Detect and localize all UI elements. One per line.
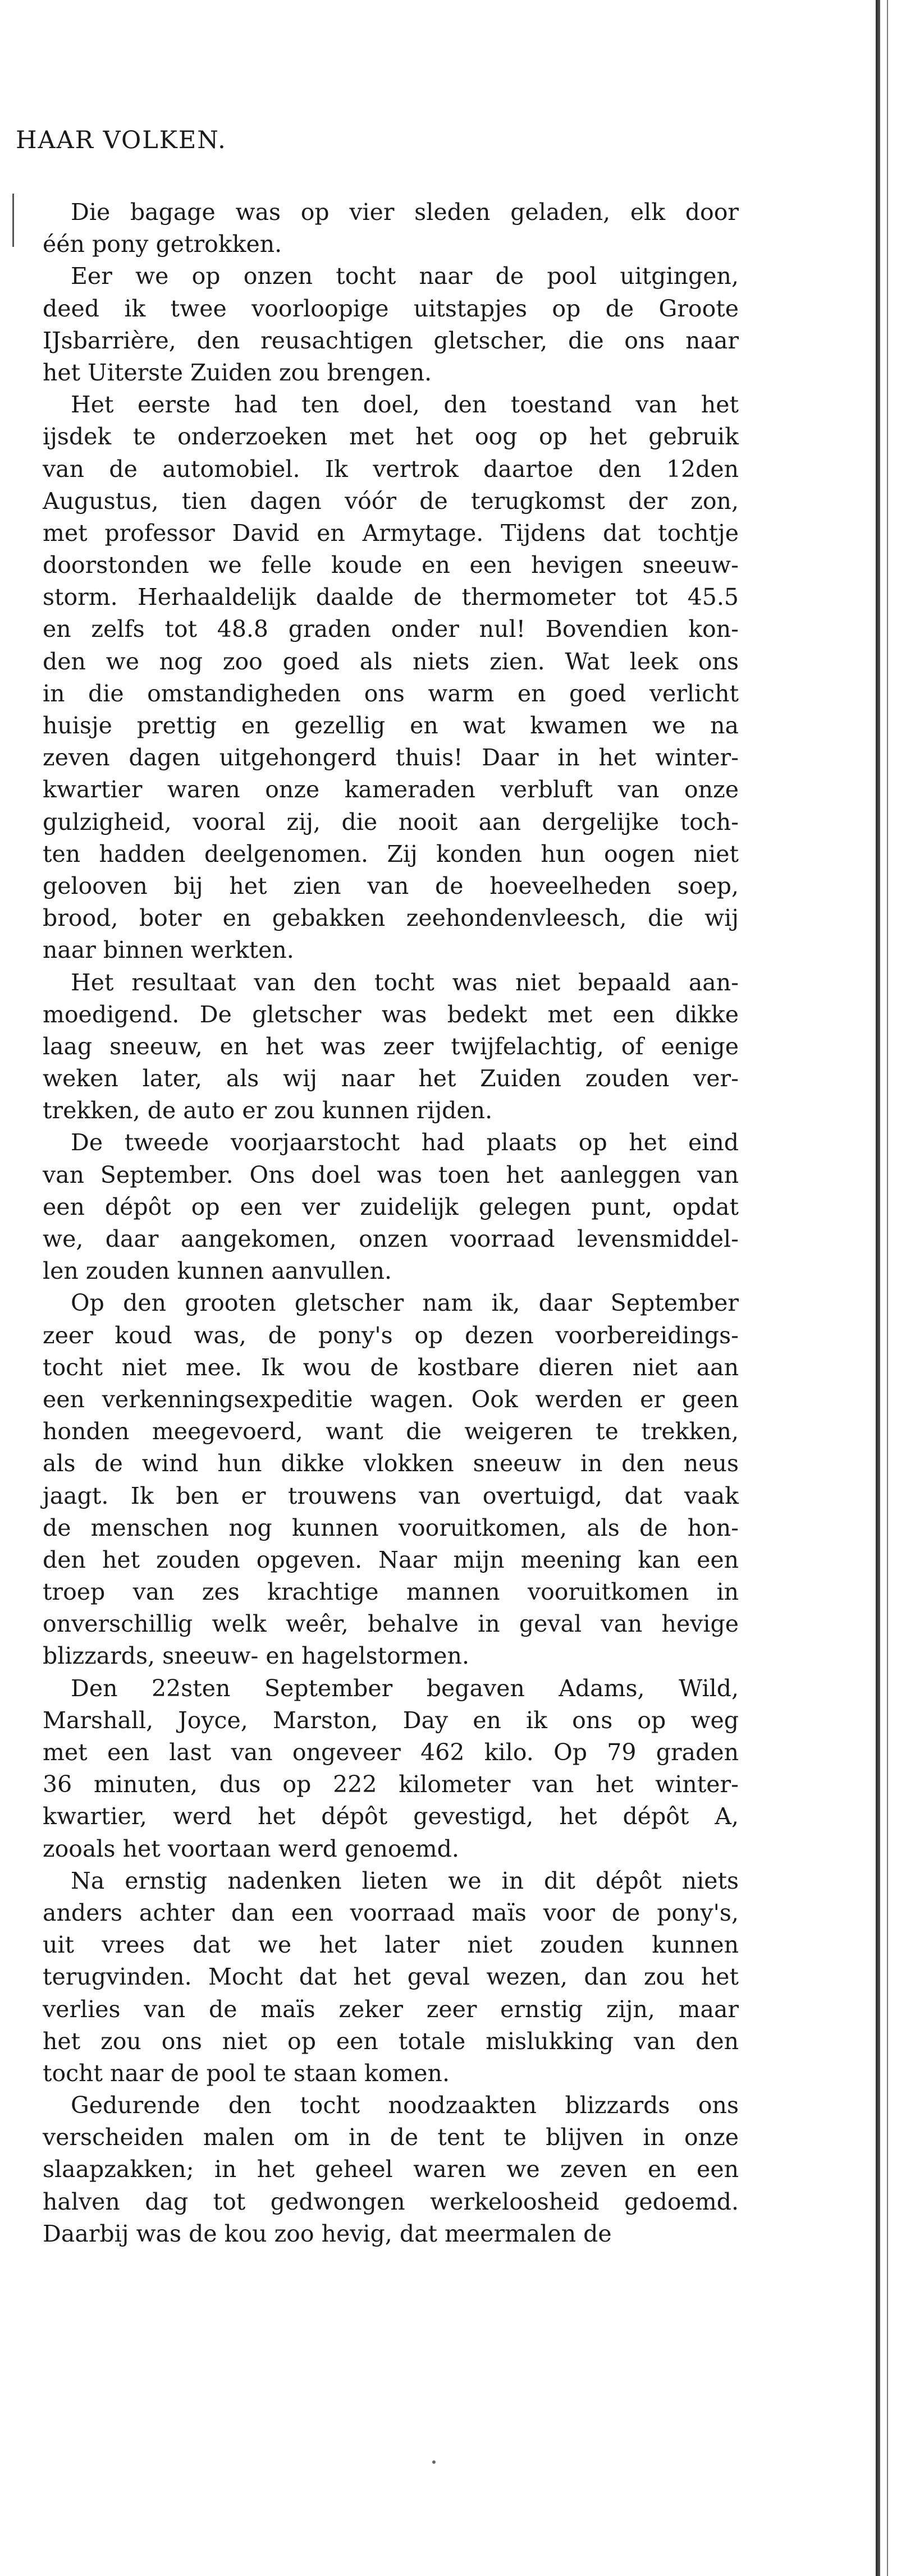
text-line: storm. Herhaaldelijk daalde de thermometer tot 45.5: [43, 584, 739, 611]
text-line: len zouden kunnen aanvullen.: [43, 1257, 392, 1285]
text-line: naar binnen werkten.: [43, 936, 294, 964]
text-line: en zelfs tot 48.8 graden onder nul! Bovendien kon-: [43, 616, 739, 643]
text-line: het zou ons niet op een totale mislukking van den: [43, 2027, 739, 2055]
text-line: zeer koud was, de pony's op dezen voorbereidings-: [43, 1321, 739, 1349]
text-line: brood, boter en gebakken zeehondenvleesch, die wij: [43, 904, 739, 932]
text-line: tocht naar de pool te staan komen.: [43, 2059, 450, 2087]
text-line: terugvinden. Mocht dat het geval wezen, dan zou het: [43, 1963, 739, 1991]
text-line: kwartier, werd het dépôt gevestigd, het dépôt A,: [43, 1803, 739, 1830]
text-line: Augustus, tien dagen vóór de terugkomst der zon,: [43, 487, 739, 515]
text-line: Het eerste had ten doel, den toestand van het: [71, 391, 739, 419]
text-line: ten hadden deelgenomen. Zij konden hun oogen niet: [43, 840, 739, 867]
text-line: trekken, de auto er zou kunnen rijden.: [43, 1097, 493, 1124]
text-line: verscheiden malen om in de tent te blijven in onze: [43, 2124, 739, 2151]
text-line: den het zouden opgeven. Naar mijn meening kan een: [43, 1546, 739, 1573]
text-line: een dépôt op een ver zuidelijk gelegen punt, opdat: [43, 1193, 739, 1220]
text-line: Eer we op onzen tocht naar de pool uitgingen,: [71, 263, 739, 290]
text-line: Na ernstig nadenken lieten we in dit dépôt niets: [71, 1867, 739, 1894]
text-line: zooals het voortaan werd genoemd.: [43, 1835, 459, 1862]
text-line: met professor David en Armytage. Tijdens dat tochtje: [43, 519, 739, 547]
text-line: Gedurende den tocht noodzaakten blizzards ons: [71, 2092, 739, 2119]
text-line: Op den grooten gletscher nam ik, daar September: [71, 1289, 739, 1317]
text-line: we, daar aangekomen, onzen voorraad levensmiddel-: [43, 1225, 739, 1252]
text-line: zeven dagen uitgehongerd thuis! Daar in het winter-: [43, 744, 739, 772]
text-line: laag sneeuw, en het was zeer twijfelachtig, of eenige: [43, 1032, 739, 1060]
page-edge-shadow: [876, 0, 880, 2576]
text-line: Die bagage was op vier sleden geladen, elk door: [71, 199, 739, 226]
text-line: één pony getrokken.: [43, 231, 282, 258]
text-line: onverschillig welk weêr, behalve in geval van hevige: [43, 1610, 739, 1638]
text-line: verlies van de maïs zeker zeer ernstig zijn, maar: [43, 1995, 739, 2023]
text-line: 36 minuten, dus op 222 kilometer van het winter-: [43, 1771, 739, 1798]
text-line: gulzigheid, vooral zij, die nooit aan dergelijke toch-: [43, 808, 739, 835]
text-line: den we nog zoo goed als niets zien. Wat leek ons: [43, 648, 739, 675]
text-line: De tweede voorjaarstocht had plaats op het eind: [71, 1129, 739, 1156]
text-line: honden meegevoerd, want die weigeren te trekken,: [43, 1418, 739, 1445]
text-line: in die omstandigheden ons warm en goed verlicht: [43, 679, 739, 707]
text-line: IJsbarrière, den reusachtigen gletscher, die ons naar: [43, 327, 739, 354]
text-line: tocht niet mee. Ik wou de kostbare dieren niet aan: [43, 1353, 739, 1381]
text-line: van September. Ons doel was toen het aanleggen van: [43, 1161, 739, 1188]
print-speck: [432, 2460, 436, 2464]
text-line: Den 22sten September begaven Adams, Wild,: [71, 1674, 739, 1702]
text-line: deed ik twee voorloopige uitstapjes op de Groote: [43, 295, 739, 322]
text-line: ijsdek te onderzoeken met het oog op het gebruik: [43, 423, 739, 451]
margin-mark: [12, 194, 14, 247]
text-line: het Uiterste Zuiden zou brengen.: [43, 359, 432, 386]
running-head: HAAR VOLKEN.: [16, 126, 227, 154]
text-line: slaapzakken; in het geheel waren we zeven en een: [43, 2156, 739, 2183]
text-line: doorstonden we felle koude en een hevigen sneeuw-: [43, 552, 739, 579]
text-line: weken later, als wij naar het Zuiden zouden ver-: [43, 1065, 739, 1092]
text-line: jaagt. Ik ben er trouwens van overtuigd, dat vaak: [43, 1482, 739, 1509]
text-line: blizzards, sneeuw- en hagelstormen.: [43, 1642, 469, 1670]
text-line: Daarbij was de kou zoo hevig, dat meermalen de: [43, 2220, 612, 2247]
text-line: een verkenningsexpeditie wagen. Ook werden er geen: [43, 1385, 739, 1413]
text-line: Het resultaat van den tocht was niet bepaald aan-: [71, 968, 739, 996]
text-line: de menschen nog kunnen vooruitkomen, als de hon-: [43, 1514, 739, 1541]
text-line: uit vrees dat we het later niet zouden kunnen: [43, 1931, 739, 1959]
text-line: kwartier waren onze kameraden verbluft van onze: [43, 776, 739, 803]
text-line: met een last van ongeveer 462 kilo. Op 79 graden: [43, 1739, 739, 1766]
text-line: halven dag tot gedwongen werkeloosheid gedoemd.: [43, 2188, 739, 2215]
text-line: troep van zes krachtige mannen vooruitkomen in: [43, 1578, 739, 1606]
text-line: moedigend. De gletscher was bedekt met een dikke: [43, 1000, 739, 1028]
text-line: Marshall, Joyce, Marston, Day en ik ons op weg: [43, 1706, 739, 1734]
text-line: gelooven bij het zien van de hoeveelheden soep,: [43, 872, 739, 899]
page-edge-line: [887, 0, 888, 2576]
text-line: huisje prettig en gezellig en wat kwamen we na: [43, 712, 739, 739]
text-line: van de automobiel. Ik vertrok daartoe den 12den: [43, 455, 739, 483]
body-text: [43, 196, 739, 2250]
text-line: als de wind hun dikke vlokken sneeuw in den neus: [43, 1450, 739, 1477]
text-line: anders achter dan een voorraad maïs voor de pony's,: [43, 1899, 739, 1926]
